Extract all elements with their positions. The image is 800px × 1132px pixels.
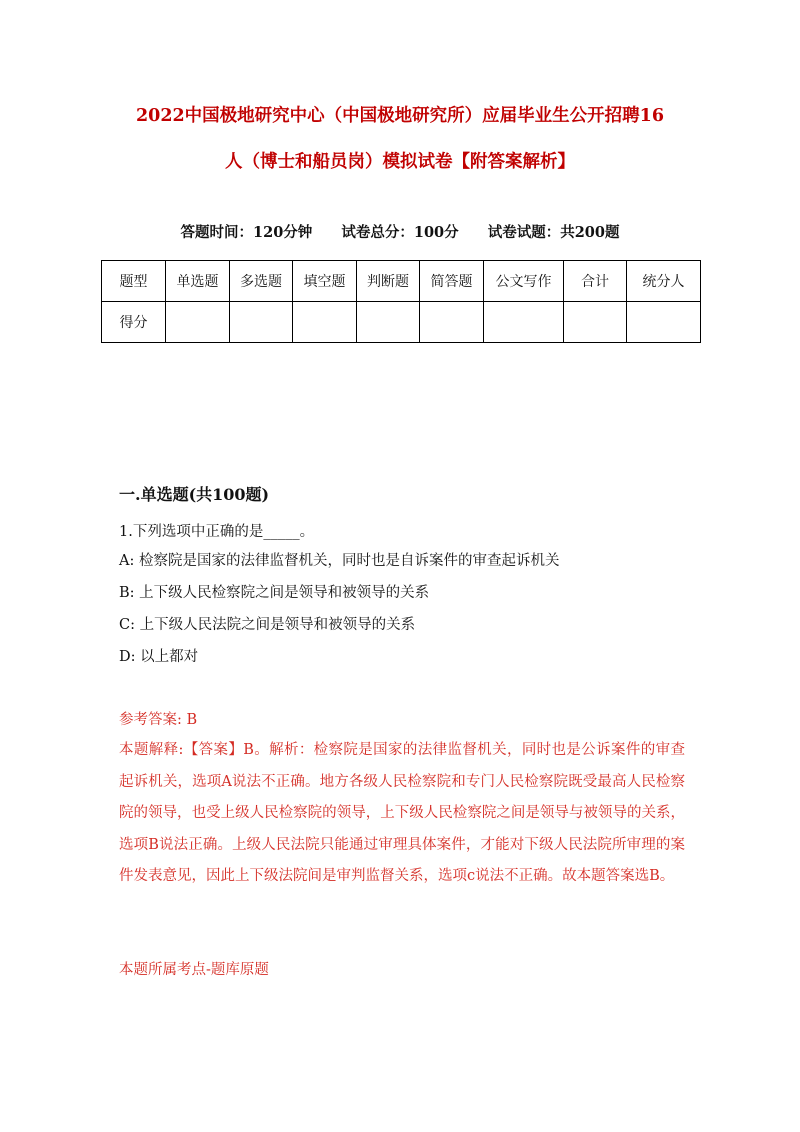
- score-cell: [484, 302, 564, 343]
- option-a: A: 检察院是国家的法律监督机关，同时也是自诉案件的审查起诉机关: [119, 553, 560, 569]
- score-row-label: 得分: [102, 302, 166, 343]
- score-table-header-row: [102, 261, 701, 302]
- score-cell: [357, 302, 420, 343]
- reference-answer: 参考答案: B: [119, 712, 198, 728]
- score-cell: [420, 302, 484, 343]
- exam-total-questions: 试卷试题：共200题: [487, 224, 620, 241]
- header-cell-scorer: 统分人: [627, 261, 701, 302]
- question-topic: 本题所属考点-题库原题: [119, 962, 269, 978]
- exam-time: 答题时间：120分钟: [180, 224, 313, 241]
- exam-title-line-1: 2022中国极地研究中心（中国极地研究所）应届毕业生公开招聘16: [135, 106, 665, 126]
- score-cell: [564, 302, 627, 343]
- header-cell-total: 合计: [564, 261, 627, 302]
- section-title: 一.单选题(共100题): [119, 485, 270, 504]
- exam-info: [0, 221, 800, 242]
- header-cell-fill-blank: 填空题: [293, 261, 357, 302]
- exam-title-line-2: 人（博士和船员岗）模拟试卷【附答案解析】: [225, 152, 575, 172]
- score-cell: [627, 302, 701, 343]
- score-cell: [293, 302, 357, 343]
- header-cell-type: 题型: [102, 261, 166, 302]
- exam-total-score: 试卷总分：100分: [341, 224, 459, 241]
- score-cell: [230, 302, 293, 343]
- answer-explanation: 本题解释:【答案】B。解析：检察院是国家的法律监督机关，同时也是公诉案件的审查起诉机关，选项A说法不正确。地方各级人民检察院和专门人民检察院既受最高人民检察院的领导，也受上级人民检察院的领导，上下级人民检察院之间是领导与被领导的关系，选项B说法正确。上级人民法院只能通过审理具体案件，才能对下级人民法院所审理的案件发表意见，因此上下级法院间是审判监督关系，选项c说法不正确。故本题答案选B。: [119, 742, 685, 884]
- score-cell: [166, 302, 230, 343]
- header-cell-short-answer: 简答题: [420, 261, 484, 302]
- header-cell-official-writing: 公文写作: [484, 261, 564, 302]
- score-table: [101, 260, 701, 343]
- score-table-score-row: [102, 302, 701, 343]
- header-cell-multiple-choice: 多选题: [230, 261, 293, 302]
- option-b: B: 上下级人民检察院之间是领导和被领导的关系: [119, 585, 430, 601]
- header-cell-single-choice: 单选题: [166, 261, 230, 302]
- header-cell-true-false: 判断题: [357, 261, 420, 302]
- option-d: D: 以上都对: [119, 649, 199, 665]
- option-c: C: 上下级人民法院之间是领导和被领导的关系: [119, 617, 416, 633]
- question-stem: 1.下列选项中正确的是_____。: [119, 524, 315, 540]
